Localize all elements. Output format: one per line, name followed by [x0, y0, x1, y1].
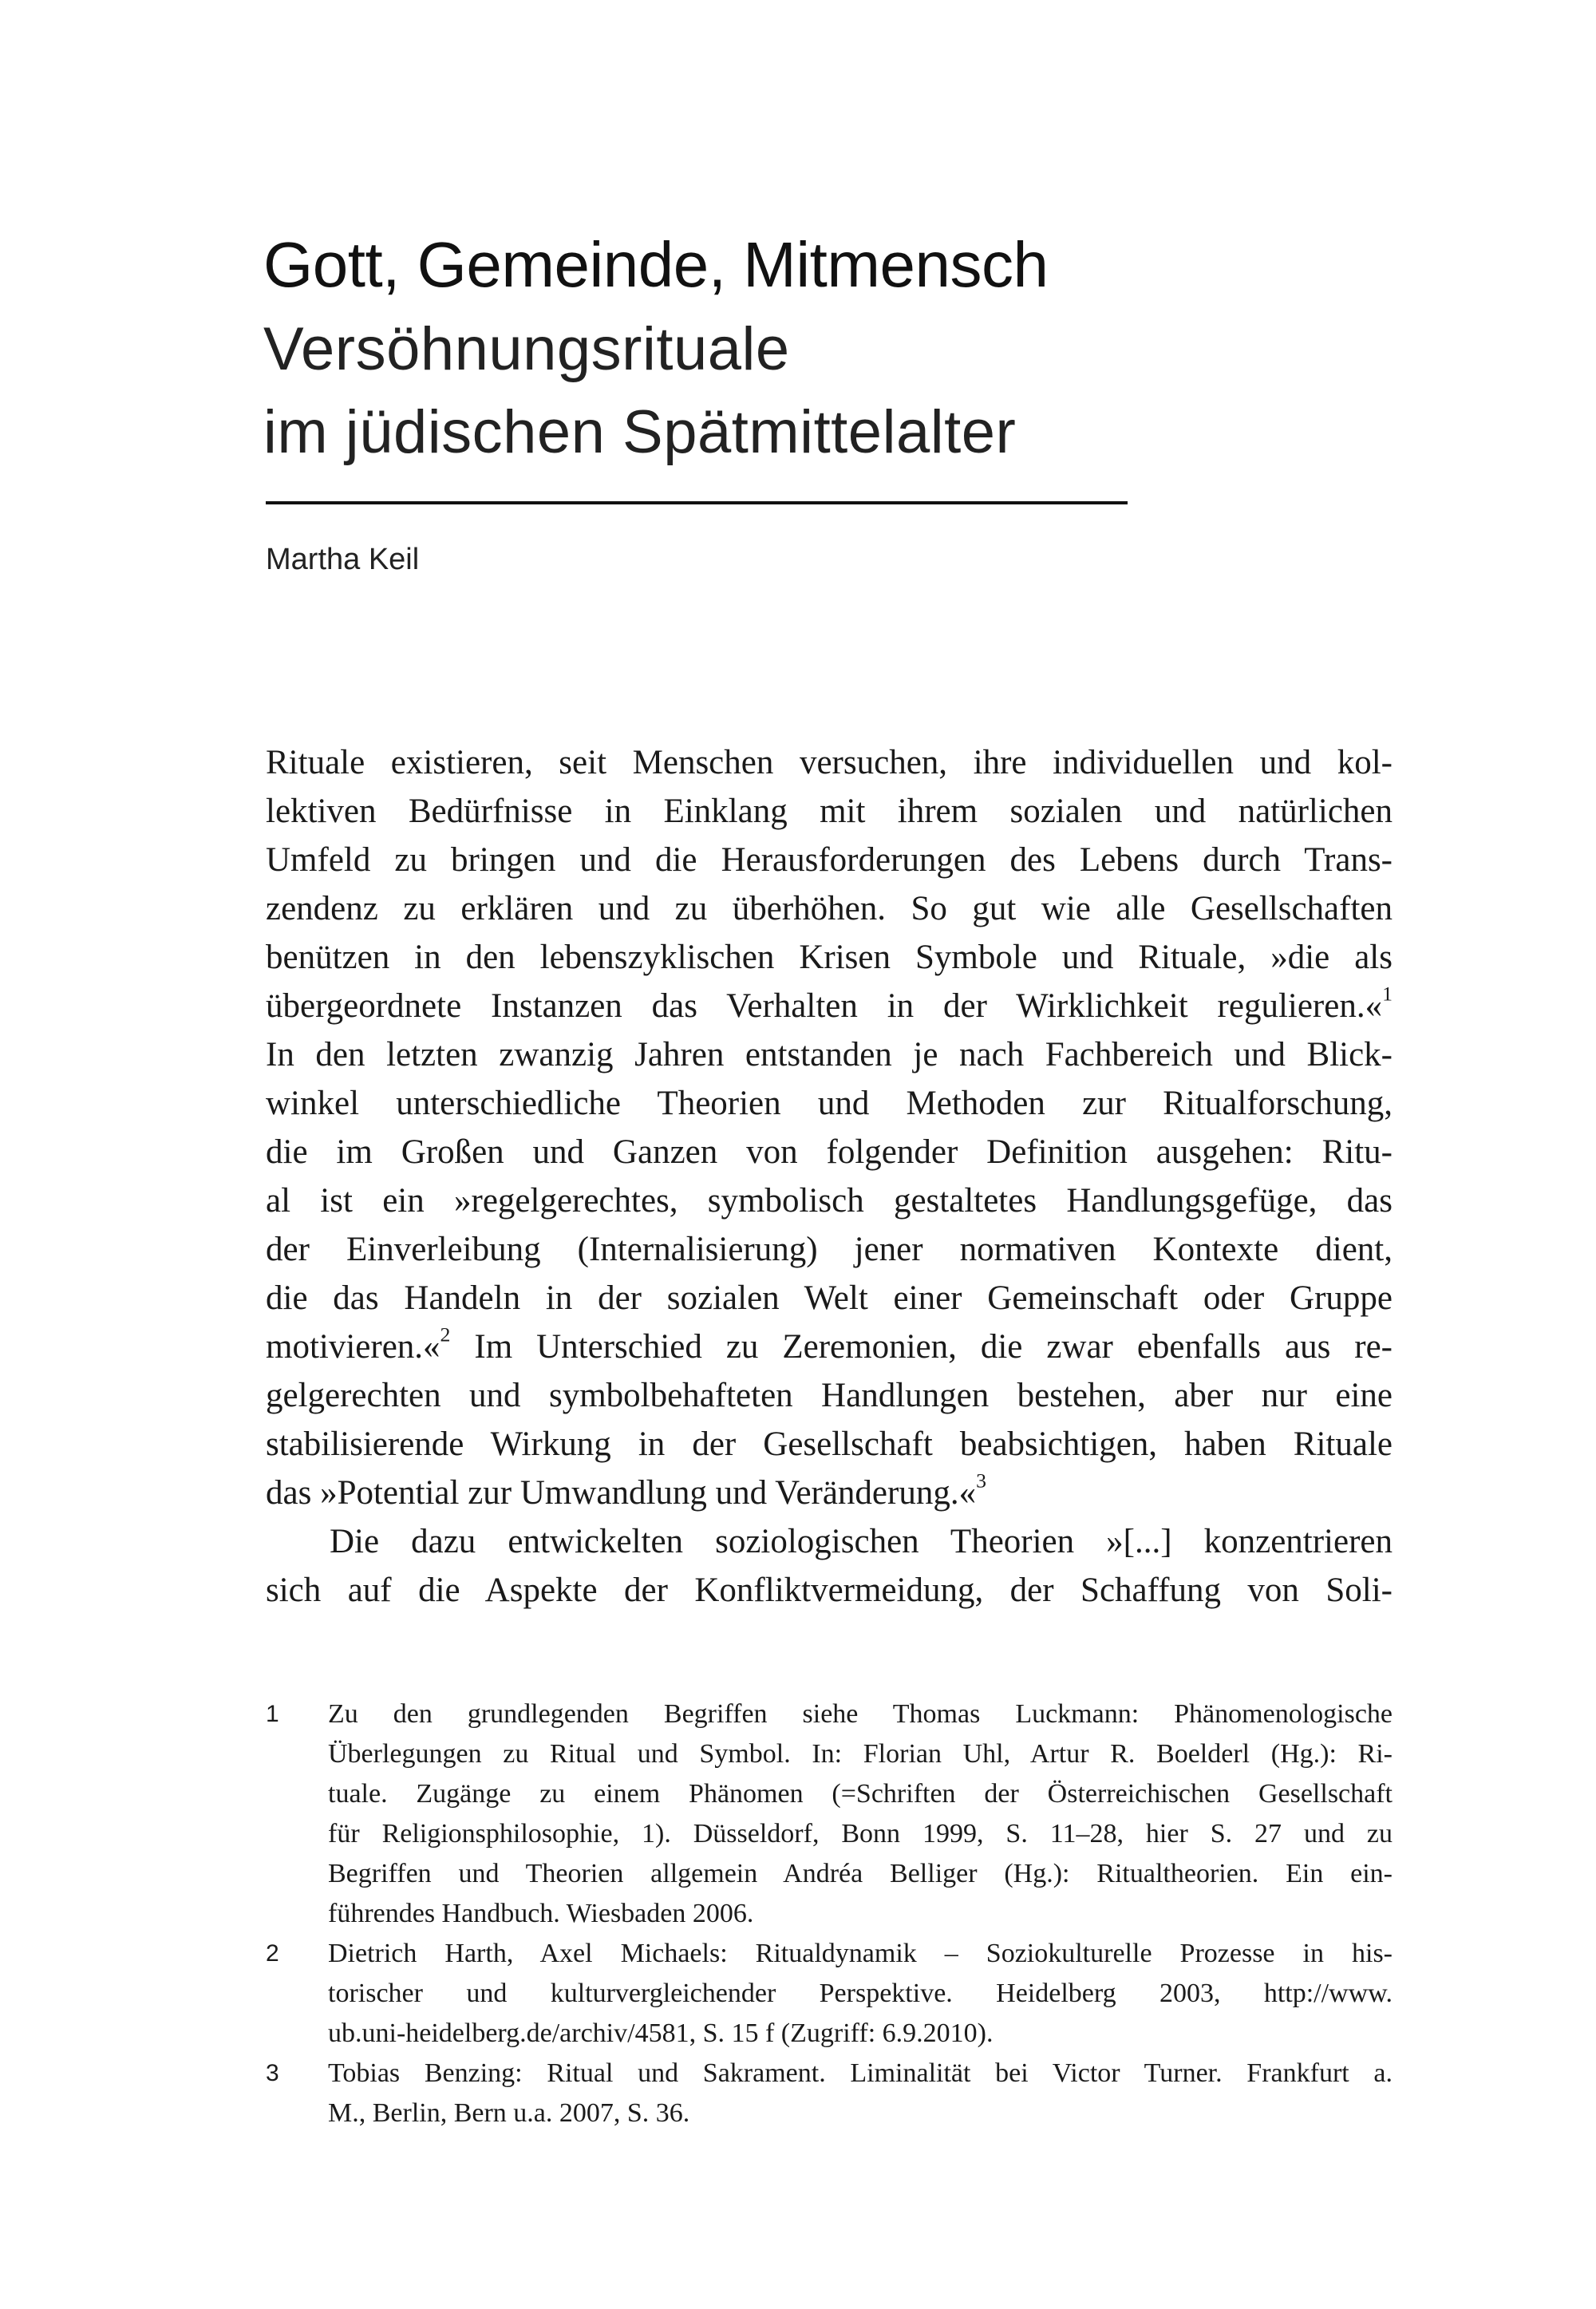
body-line	[266, 1225, 1393, 1274]
body-line-text	[266, 1420, 1393, 1469]
text-segment: übergeordnete Instanzen das Verhalten in der Wirklichkeit regulieren.«	[266, 987, 1383, 1025]
body-line	[266, 1566, 1393, 1615]
footnote-line	[328, 2054, 1393, 2094]
body-line-text	[330, 1517, 1393, 1566]
body-line	[266, 1079, 1393, 1128]
chapter-subtitle-line-2: im jüdischen Spätmittelalter	[263, 398, 1017, 466]
body-line-text	[266, 1469, 986, 1517]
body-line	[266, 1030, 1393, 1079]
text-segment: stabilisierende Wirkung in der Gesellschaft beabsichtigen, haben Rituale	[266, 1425, 1393, 1463]
footnote-line-text: torischer und kulturvergleichender Perspektive. Heidelberg 2003, http://www.	[328, 1979, 1393, 2008]
text-segment: gelgerechten und symbolbehafteten Handlungen bestehen, aber nur eine	[266, 1377, 1393, 1414]
footnote-line-text: tuale. Zugänge zu einem Phänomen (=Schriften der Österreichischen Gesellschaft	[328, 1779, 1393, 1809]
text-segment: al ist ein »regelgerechtes, symbolisch gestaltetes Handlungsgefüge, das	[266, 1182, 1393, 1220]
footnote-line-text: Begriffen und Theorien allgemein Andréa Belliger (Hg.): Ritualtheorien. Ein ein-	[328, 1859, 1393, 1888]
footnote-line	[328, 1974, 1393, 2014]
footnote-line-text: für Religionsphilosophie, 1). Düsseldorf, Bonn 1999, S. 11–28, hier S. 27 und zu	[328, 1819, 1393, 1848]
body-line-text	[266, 1566, 1393, 1615]
footnote-line	[328, 1894, 1393, 1934]
body-line-text	[266, 1030, 1393, 1079]
body-line-text	[266, 1274, 1393, 1323]
footnote-line	[328, 1694, 1393, 1734]
chapter-title: Gott, Gemeinde, Mitmensch	[263, 229, 1049, 300]
text-segment: Die dazu entwickelten soziologischen Theorien »[...] konzentrieren	[330, 1523, 1393, 1560]
footnote-line	[328, 1734, 1393, 1774]
footnote-line	[328, 1934, 1393, 1974]
footnote-reference[interactable]: 1	[1382, 982, 1393, 1006]
footnote-line-text: Tobias Benzing: Ritual und Sakrament. Liminalität bei Victor Turner. Frankfurt a.	[328, 2058, 1393, 2088]
footnote-line	[328, 1854, 1393, 1894]
footnote	[266, 1694, 1393, 1934]
body-line	[266, 982, 1393, 1030]
text-segment: die im Großen und Ganzen von folgender Definition ausgehen: Ritu-	[266, 1133, 1393, 1171]
footnote-reference[interactable]: 3	[976, 1469, 986, 1493]
body-line	[266, 1176, 1393, 1225]
footnote-line	[328, 2014, 1393, 2054]
body-line-text	[266, 1371, 1393, 1420]
text-segment: zendenz zu erklären und zu überhöhen. So gut wie alle Gesellschaften	[266, 890, 1393, 927]
body-line-text	[266, 738, 1393, 787]
footnote-line-text: Zu den grundlegenden Begriffen siehe Thomas Luckmann: Phänomenologische	[328, 1699, 1393, 1729]
text-segment: Rituale existieren, seit Menschen versuchen, ihre individuellen und kol-	[266, 744, 1393, 781]
footnote-number: 3	[266, 2060, 279, 2086]
body-line	[266, 884, 1393, 933]
text-segment: die das Handeln in der sozialen Welt einer Gemeinschaft oder Gruppe	[266, 1279, 1393, 1317]
body-line	[266, 1128, 1393, 1176]
text-segment: der Einverleibung (Internalisierung) jener normativen Kontexte dient,	[266, 1231, 1393, 1268]
body-line	[266, 1371, 1393, 1420]
chapter-subtitle-line-1: Versöhnungsrituale	[263, 315, 790, 383]
body-line-text	[266, 1128, 1393, 1176]
body-line	[266, 1420, 1393, 1469]
body-line	[266, 1274, 1393, 1323]
body-line-text	[266, 1079, 1393, 1128]
footnote-line-text: Dietrich Harth, Axel Michaels: Ritualdynamik – Soziokulturelle Prozesse in his-	[328, 1939, 1393, 1968]
body-line-text	[266, 933, 1393, 982]
author-name: Martha Keil	[266, 543, 420, 576]
footnote-line	[328, 2094, 1393, 2133]
body-line	[266, 787, 1393, 836]
footnote-reference[interactable]: 2	[440, 1323, 451, 1346]
footnote-line	[328, 1814, 1393, 1854]
footnote	[266, 2054, 1393, 2133]
footnote-line-text: ub.uni-heidelberg.de/archiv/4581, S. 15 f (Zugriff: 6.9.2010).	[328, 2018, 994, 2048]
body-line	[266, 738, 1393, 787]
footnote-line-text: führendes Handbuch. Wiesbaden 2006.	[328, 1899, 754, 1928]
footnote	[266, 1934, 1393, 2054]
text-segment: benützen in den lebenszyklischen Krisen Symbole und Rituale, »die als	[266, 939, 1393, 976]
title-divider	[266, 501, 1128, 504]
text-segment: motivieren.«	[266, 1328, 440, 1366]
footnote-line	[328, 1774, 1393, 1814]
body-line-text	[266, 1225, 1393, 1274]
body-line	[266, 1323, 1393, 1371]
text-segment: lektiven Bedürfnisse in Einklang mit ihrem sozialen und natürlichen	[266, 793, 1393, 830]
text-segment: das »Potential zur Umwandlung und Veränderung.«	[266, 1474, 977, 1512]
body-line	[266, 836, 1393, 884]
text-segment: sich auf die Aspekte der Konfliktvermeidung, der Schaffung von Soli-	[266, 1572, 1393, 1609]
footnote-line-text: Überlegungen zu Ritual und Symbol. In: Florian Uhl, Artur R. Boelderl (Hg.): Ri-	[328, 1739, 1393, 1769]
footnote-number: 2	[266, 1940, 279, 1967]
body-line-text	[266, 982, 1393, 1030]
body-line-text	[266, 1323, 1393, 1371]
footnotes	[266, 1694, 1393, 2133]
body-line	[266, 1517, 1393, 1566]
text-segment: Umfeld zu bringen und die Herausforderungen des Lebens durch Trans-	[266, 841, 1393, 879]
body-text	[266, 738, 1393, 1615]
body-line-text	[266, 884, 1393, 933]
body-line-text	[266, 1176, 1393, 1225]
body-line	[266, 933, 1393, 982]
body-line-text	[266, 787, 1393, 836]
text-segment: In den letzten zwanzig Jahren entstanden je nach Fachbereich und Blick-	[266, 1036, 1393, 1073]
body-line	[266, 1469, 1393, 1517]
footnote-number: 1	[266, 1701, 279, 1727]
body-line-text	[266, 836, 1393, 884]
text-segment: Im Unterschied zu Zeremonien, die zwar ebenfalls aus re-	[450, 1328, 1393, 1366]
footnote-line-text: M., Berlin, Bern u.a. 2007, S. 36.	[328, 2098, 690, 2128]
text-segment: winkel unterschiedliche Theorien und Methoden zur Ritualforschung,	[266, 1085, 1393, 1122]
